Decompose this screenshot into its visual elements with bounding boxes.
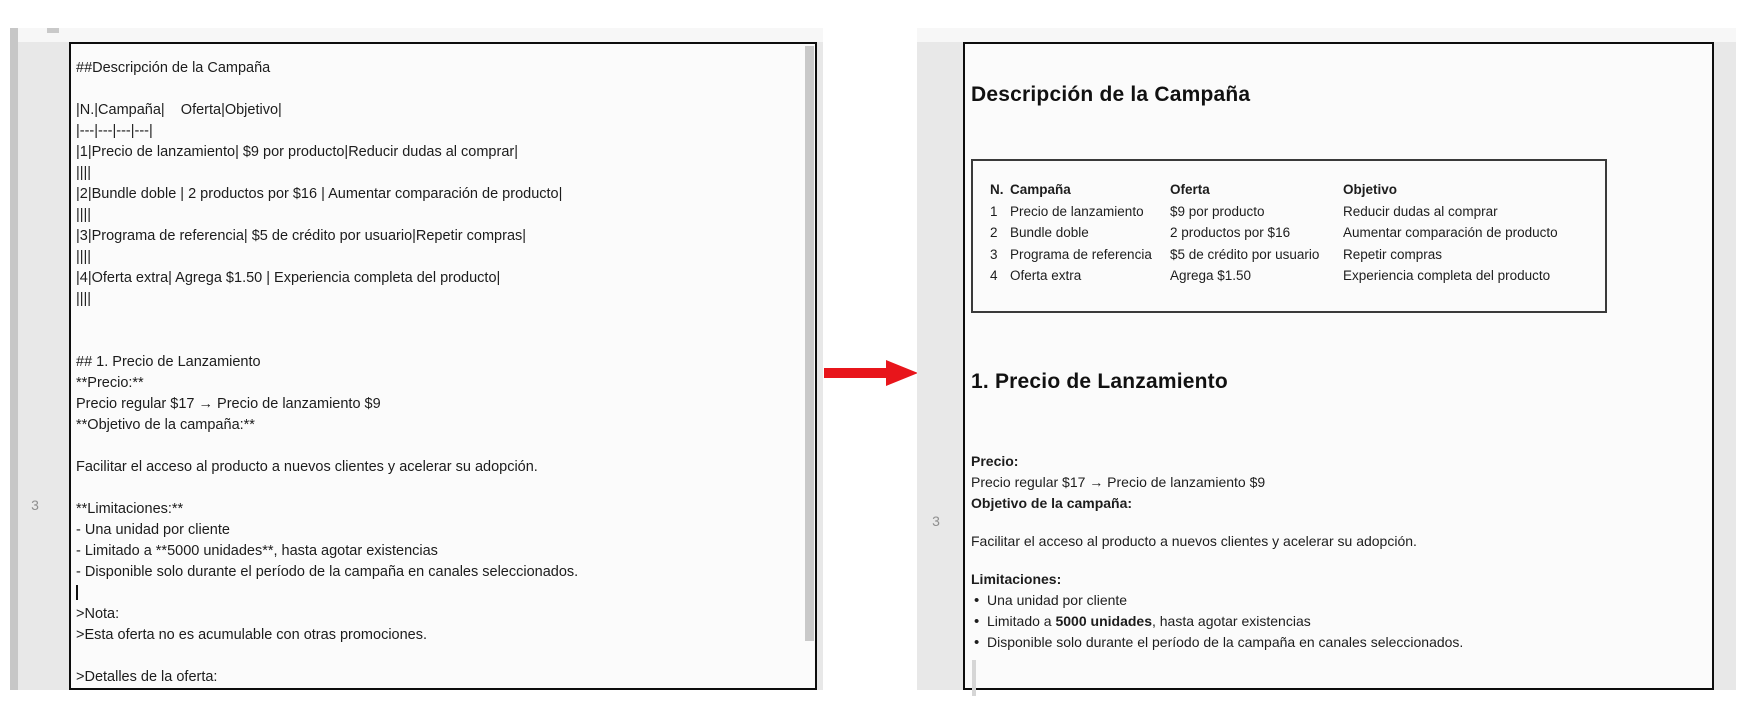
source-line[interactable]: - Limitado a **5000 unidades**, hasta agotar existencias [76, 543, 438, 559]
table-cell: Aumentar comparación de producto [1343, 225, 1558, 240]
source-line[interactable]: **Precio:** [76, 375, 144, 391]
source-line[interactable]: |2|Bundle doble | 2 productos por $16 | Aumentar comparación de producto| [76, 186, 563, 202]
table-header-cell: Campaña [1010, 182, 1071, 197]
arrow-shape [824, 360, 918, 386]
source-line[interactable]: **Limitaciones:** [76, 501, 184, 517]
launch-heading: 1. Precio de Lanzamiento [971, 369, 1228, 393]
line-number: 3 [31, 497, 39, 513]
preview-page[interactable] [963, 42, 1714, 690]
source-line[interactable]: >Nota: [76, 606, 120, 622]
toolbar-strip [917, 28, 1736, 42]
source-line[interactable]: |1|Precio de lanzamiento| $9 por producto|Reducir dudas al comprar| [76, 144, 518, 160]
source-code-area[interactable] [76, 58, 797, 688]
source-line[interactable]: |N.|Campaña| Oferta|Objetivo| [76, 102, 282, 118]
source-line[interactable]: |||| [76, 249, 92, 265]
list-item-text: Limitado a [987, 612, 1056, 629]
markdown-source-panel [10, 28, 823, 690]
list-item-text: , hasta agotar existencias [1151, 612, 1311, 629]
source-page[interactable] [69, 42, 817, 690]
page-number: 3 [932, 513, 940, 529]
table-cell: $5 de crédito por usuario [1170, 246, 1320, 262]
source-line[interactable] [76, 436, 797, 457]
source-line[interactable]: >Detalles de la oferta: [76, 669, 218, 685]
table-cell: Programa de referencia [1010, 246, 1152, 262]
table-cell: Experiencia completa del producto [1343, 268, 1551, 283]
toolbar-fragment [47, 28, 59, 33]
source-line[interactable]: - Disponible solo durante el período de la campaña en canales seleccionados. [76, 564, 579, 580]
limitations-list [971, 590, 1681, 653]
source-line[interactable] [76, 478, 797, 499]
source-line[interactable]: **Objetivo de la campaña:** [76, 417, 255, 433]
table-cell: 2 [990, 225, 998, 240]
table-cell: Oferta extra [1010, 268, 1082, 283]
source-line[interactable]: >Esta oferta no es acumulable con otras promociones. [76, 627, 428, 643]
table-cell: 3 [990, 246, 998, 262]
source-scrollbar-track[interactable] [804, 44, 814, 688]
price-block [971, 451, 1681, 514]
source-line[interactable]: Facilitar el acceso al producto a nuevos clientes y acelerar su adopción. [76, 459, 538, 475]
limitations-label: Limitaciones: [971, 570, 1062, 587]
blockquote-border [972, 660, 976, 696]
source-line[interactable]: - Una unidad por cliente [76, 522, 230, 538]
table-header-cell: Objetivo [1343, 182, 1398, 197]
table-cell: Agrega $1.50 [1170, 268, 1252, 283]
source-line[interactable]: |4|Oferta extra| Agrega $1.50 | Experiencia completa del producto| [76, 270, 501, 286]
source-line[interactable]: |||| [76, 165, 92, 181]
text-cursor [76, 585, 78, 600]
list-item-bold-text: 5000 unidades [1055, 612, 1152, 629]
source-line[interactable] [76, 331, 797, 352]
objective-text: Facilitar el acceso al producto a nuevos clientes y acelerar su adopción. [971, 532, 1417, 549]
objective-label: Objetivo de la campaña: [971, 494, 1133, 511]
price-label: Precio: [971, 452, 1019, 469]
rendered-document [971, 82, 1681, 696]
table-cell: 2 productos por $16 [1170, 225, 1291, 240]
list-item [971, 611, 1681, 632]
campaign-heading: Descripción de la Campaña [971, 83, 1251, 106]
source-line[interactable]: |---|---|---|---| [76, 123, 153, 139]
transform-arrow-icon [824, 358, 920, 388]
source-line[interactable]: |||| [76, 207, 92, 223]
source-line[interactable]: |3|Programa de referencia| $5 de crédito por usuario|Repetir compras| [76, 228, 527, 244]
source-line[interactable]: |||| [76, 291, 92, 307]
table-cell: Reducir dudas al comprar [1343, 203, 1498, 219]
toolbar-strip [18, 28, 823, 42]
source-line-with-cursor[interactable] [76, 583, 797, 604]
campaign-table [971, 159, 1607, 313]
list-item: • Una unidad por cliente [971, 590, 1681, 611]
source-line[interactable]: ##Descripción de la Campaña [76, 60, 271, 76]
table-cell: Repetir compras [1343, 246, 1443, 262]
table-cell: 1 [990, 203, 998, 219]
source-scrollbar-thumb[interactable] [805, 46, 814, 641]
source-line[interactable]: ## 1. Precio de Lanzamiento [76, 354, 261, 370]
source-line[interactable] [76, 310, 797, 331]
table-cell: $9 por producto [1170, 203, 1265, 219]
markdown-preview-panel [917, 28, 1736, 690]
table-header-cell: N. [990, 182, 1004, 197]
price-line: Precio regular $17 → Precio de lanzamiento $9 [971, 473, 1266, 490]
list-item: • Disponible solo durante el período de la campaña en canales seleccionados. [971, 632, 1681, 653]
source-line[interactable] [76, 646, 797, 667]
table-cell: Bundle doble [1010, 225, 1089, 240]
table-cell: Precio de lanzamiento [1010, 203, 1144, 219]
window-scrollbar[interactable] [10, 28, 18, 690]
source-line[interactable] [76, 79, 797, 100]
table-cell: 4 [990, 268, 998, 283]
table-header-cell: Oferta [1170, 182, 1210, 197]
source-line[interactable]: Precio regular $17 → Precio de lanzamiento $9 [76, 396, 381, 412]
